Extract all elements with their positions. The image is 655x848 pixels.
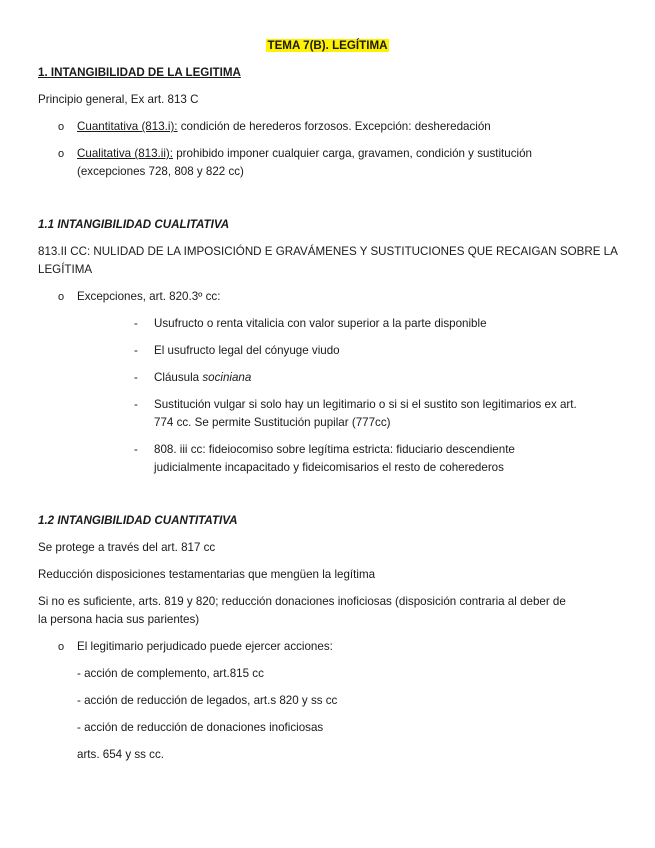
exception-item: El usufructo legal del cónyuge viudo xyxy=(154,344,340,357)
section-1-2-heading: 1.2 INTANGIBILIDAD CUANTITATIVA xyxy=(38,514,238,527)
nullity-line-1: 813.II CC: NULIDAD DE LA IMPOSICIÓND E GRAVÁMENES Y SUSTITUCIONES QUE RECAIGAN SOBRE LA xyxy=(38,245,618,258)
dash-marker: - xyxy=(134,443,138,456)
exception-item: 808. iii cc: fideiocomiso sobre legítima estricta: fiduciario descendiente xyxy=(154,443,515,456)
exceptions-text: Excepciones, art. 820.3º cc: xyxy=(77,290,221,303)
paragraph: Reducción disposiciones testamentarias que mengüen la legítima xyxy=(38,568,376,581)
action-item: - acción de complemento, art.815 cc xyxy=(77,667,264,680)
action-item: arts. 654 y ss cc. xyxy=(77,748,164,761)
dash-marker: - xyxy=(134,344,138,357)
exception-item: Cláusula sociniana xyxy=(154,371,252,384)
bullet-marker: o xyxy=(58,641,65,653)
nullity-line-2: LEGÍTIMA xyxy=(38,263,93,276)
dash-marker: - xyxy=(134,398,138,411)
exception-item-cont: 774 cc. Se permite Sustitución pupilar (777cc) xyxy=(154,416,391,429)
sociniana-term: sociniana xyxy=(202,371,252,384)
exception-item-cont: judicialmente incapacitado y fideicomisarios el resto de coherederos xyxy=(154,461,504,474)
dash-marker: - xyxy=(134,371,138,384)
bullet-cualitativa-cont: (excepciones 728, 808 y 822 cc) xyxy=(77,165,244,178)
actions-bullet: El legitimario perjudicado puede ejercer acciones: xyxy=(77,640,333,653)
section-1-1-heading: 1.1 INTANGIBILIDAD CUALITATIVA xyxy=(38,218,230,231)
paragraph-cont: la persona hacia sus parientes) xyxy=(38,613,200,626)
bullet-marker: o xyxy=(58,121,65,133)
exception-item: Sustitución vulgar si solo hay un legitimario o si si el sustito son legitimarios ex art. xyxy=(154,398,577,411)
bullet-marker: o xyxy=(58,291,65,303)
bullet-marker: o xyxy=(58,148,65,160)
section-1-heading: 1. INTANGIBILIDAD DE LA LEGITIMA xyxy=(38,66,241,79)
paragraph: Si no es suficiente, arts. 819 y 820; reducción donaciones inoficiosas (disposición contraria al deber de xyxy=(38,595,566,608)
bullet-cualitativa: Cualitativa (813.ii): prohibido imponer cualquier carga, gravamen, condición y sustitución xyxy=(77,147,532,160)
dash-marker: - xyxy=(134,317,138,330)
action-item: - acción de reducción de donaciones inoficiosas xyxy=(77,721,324,734)
cuantitativa-ref: Cuantitativa (813.i): xyxy=(77,120,178,133)
cualitativa-ref: Cualitativa (813.ii): xyxy=(77,147,174,160)
bullet-cuantitativa: Cuantitativa (813.i): condición de herederos forzosos. Excepción: desheredación xyxy=(77,120,491,133)
document-title: TEMA 7(B). LEGÍTIMA xyxy=(267,39,388,52)
principle-text: Principio general, Ex art. 813 C xyxy=(38,93,199,106)
paragraph: Se protege a través del art. 817 cc xyxy=(38,541,216,554)
exception-item: Usufructo o renta vitalicia con valor superior a la parte disponible xyxy=(154,317,487,330)
action-item: - acción de reducción de legados, art.s 820 y ss cc xyxy=(77,694,338,707)
